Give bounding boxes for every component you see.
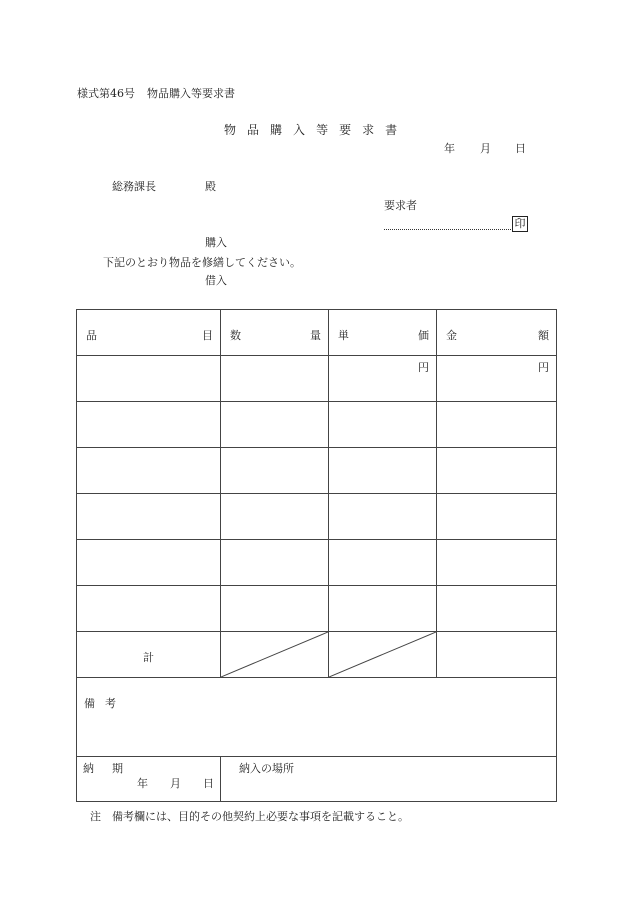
item-cell[interactable] [77, 540, 221, 586]
diagonal-strike [221, 632, 328, 677]
unit-price-cell[interactable] [329, 402, 437, 448]
total-amount-cell[interactable] [437, 632, 557, 678]
table-row [77, 540, 557, 586]
title-char: 求 [362, 123, 386, 137]
item-cell[interactable] [77, 402, 221, 448]
date-day-label: 日 [515, 142, 526, 155]
header-amount: 金 額 [437, 310, 557, 356]
amount-cell[interactable] [437, 494, 557, 540]
amount-cell[interactable] [437, 402, 557, 448]
table-row [77, 494, 557, 540]
header-unit-price: 単 価 [329, 310, 437, 356]
quantity-cell[interactable] [221, 540, 329, 586]
quantity-cell[interactable] [221, 494, 329, 540]
delivery-place-label: 納入の場所 [239, 762, 294, 775]
diagonal-strike [329, 632, 436, 677]
quantity-cell[interactable] [221, 402, 329, 448]
quantity-cell[interactable] [221, 356, 329, 402]
quantity-cell[interactable] [221, 586, 329, 632]
unit-price-cell[interactable] [329, 586, 437, 632]
addressee-dept: 総務課長 [112, 180, 156, 193]
yen-unit: 円 [538, 361, 549, 374]
footnote: 注 備考欄には、目的その他契約上必要な事項を記載すること。 [90, 810, 409, 823]
items-table [76, 309, 557, 802]
seal-mark: 印 [512, 216, 528, 232]
title-char: 品 [247, 123, 271, 137]
form-number: 様式第46号 [77, 87, 135, 100]
total-quantity-void [221, 632, 329, 678]
remarks-label: 備 考 [84, 697, 116, 710]
form-name: 物品購入等要求書 [147, 87, 235, 100]
requester-label: 要求者 [384, 199, 417, 212]
item-cell[interactable] [77, 448, 221, 494]
due-date-cell[interactable] [77, 757, 221, 802]
title-char: 物 [224, 123, 248, 137]
title-char: 書 [385, 123, 409, 137]
option-purchase: 購入 [205, 236, 227, 249]
unit-price-cell[interactable] [329, 494, 437, 540]
total-unit-price-void [329, 632, 437, 678]
delivery-place-cell[interactable] [221, 757, 557, 802]
amount-cell[interactable] [437, 448, 557, 494]
table-row [77, 356, 557, 402]
unit-price-cell[interactable] [329, 448, 437, 494]
total-label-cell [77, 632, 221, 678]
option-borrow: 借入 [205, 274, 227, 287]
amount-cell[interactable] [437, 586, 557, 632]
quantity-cell[interactable] [221, 448, 329, 494]
unit-price-cell[interactable] [329, 356, 437, 402]
requester-signature-line [384, 229, 511, 230]
title-char: 購 [270, 123, 294, 137]
item-cell[interactable] [77, 356, 221, 402]
delivery-row [77, 757, 557, 802]
title-char: 入 [293, 123, 317, 137]
amount-cell[interactable] [437, 356, 557, 402]
addressee-honorific: 殿 [205, 180, 216, 193]
total-label: 計 [143, 651, 154, 664]
yen-unit: 円 [418, 361, 429, 374]
remarks-row [77, 678, 557, 757]
header-quantity: 数 量 [221, 310, 329, 356]
item-cell[interactable] [77, 586, 221, 632]
remarks-cell[interactable] [77, 678, 557, 757]
form-header [77, 87, 235, 101]
due-date-labels: 年 月 日 [137, 777, 214, 790]
title-char: 等 [316, 123, 340, 137]
date-year-label: 年 [444, 142, 455, 155]
item-cell[interactable] [77, 494, 221, 540]
document-title [224, 123, 408, 137]
header-item: 品 目 [77, 310, 221, 356]
table-row [77, 448, 557, 494]
amount-cell[interactable] [437, 540, 557, 586]
title-char: 要 [339, 123, 363, 137]
table-row [77, 586, 557, 632]
total-row [77, 632, 557, 678]
table-header-row [77, 310, 557, 356]
due-label: 納 期 [83, 762, 123, 775]
date-month-label: 月 [480, 142, 491, 155]
request-sentence: 下記のとおり物品を修繕してください。 [103, 256, 301, 269]
table-row [77, 402, 557, 448]
unit-price-cell[interactable] [329, 540, 437, 586]
